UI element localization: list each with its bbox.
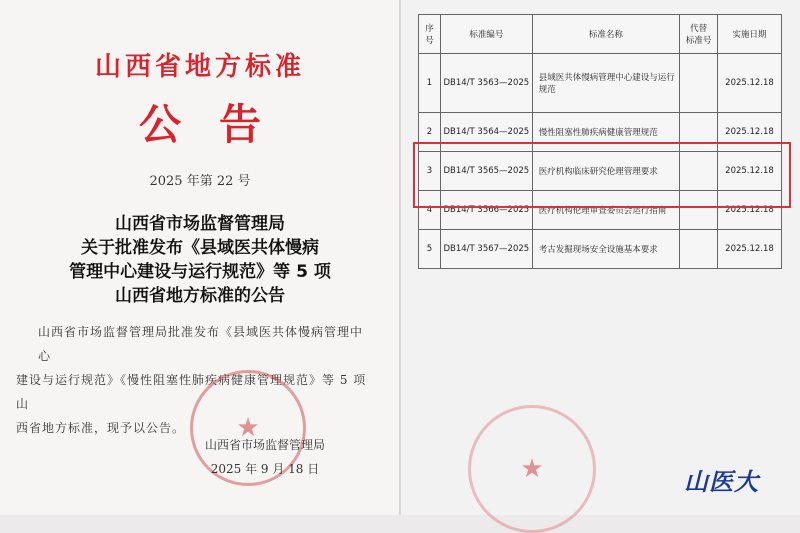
cell-date: 2025.12.18 xyxy=(718,152,782,191)
cell-name: 县域医共体慢病管理中心建设与运行规范 xyxy=(532,54,679,113)
title-line: 山西省市场监督管理局 xyxy=(115,214,285,234)
title-line: 关于批准发布《县域医共体慢病 xyxy=(81,238,319,258)
table-row xyxy=(419,54,782,113)
cell-code: DB14/T 3566—2025 xyxy=(440,191,532,230)
cell-name: 医疗机构临床研究伦理管理要求 xyxy=(532,152,679,191)
body-line: 西省地方标准，现予以公告。 xyxy=(16,421,186,435)
seal-star-icon: ★ xyxy=(520,454,544,484)
cell-date: 2025.12.18 xyxy=(718,230,782,269)
announcement-heading: 公告 xyxy=(138,100,299,149)
issuer-name: 山西省市场监督管理局 xyxy=(204,438,325,452)
cell-replaced xyxy=(680,230,718,269)
title-line: 山西省地方标准的公告 xyxy=(115,286,285,306)
issue-number: 2025 年第 22 号 xyxy=(149,174,251,189)
cell-name: 考古发掘现场安全设施基本要求 xyxy=(532,230,679,269)
table-row xyxy=(419,230,782,269)
cell-name: 医疗机构伦理审查委员会运行指南 xyxy=(532,191,679,230)
cell-seq: 5 xyxy=(419,230,441,269)
cell-seq: 1 xyxy=(419,54,441,113)
seal-star-icon: ★ xyxy=(236,413,260,443)
cell-seq: 3 xyxy=(419,152,441,191)
watermark-logo: 山医大 xyxy=(684,468,759,496)
highlight-box xyxy=(413,142,791,208)
table-header-row xyxy=(419,15,782,54)
header-date: 实施日期 xyxy=(718,15,782,54)
cell-seq: 2 xyxy=(419,113,441,152)
announcement-title xyxy=(0,212,400,308)
body-line: 建设与运行规范》《慢性阻塞性肺疾病健康管理规范》等 5 项山 xyxy=(16,373,367,411)
standard-header: 山西省地方标准 xyxy=(94,52,305,82)
cell-code: DB14/T 3567—2025 xyxy=(440,230,532,269)
header-replaced: 代替 标准号 xyxy=(680,15,718,54)
cell-date: 2025.12.18 xyxy=(718,113,782,152)
faded-seal xyxy=(468,405,596,533)
cell-replaced xyxy=(680,54,718,113)
cell-code: DB14/T 3563—2025 xyxy=(440,54,532,113)
issue-date: 2025 年 9 月 18 日 xyxy=(210,462,320,476)
cell-seq: 4 xyxy=(419,191,441,230)
body-line: 山西省市场监督管理局批准发布《县域医共体慢病管理中心 xyxy=(38,325,364,363)
cell-code: DB14/T 3565—2025 xyxy=(440,152,532,191)
header-seq: 序 号 xyxy=(419,15,441,54)
cell-date: 2025.12.18 xyxy=(718,191,782,230)
cell-name: 慢性阻塞性肺疾病健康管理规范 xyxy=(532,113,679,152)
cell-code: DB14/T 3564—2025 xyxy=(440,113,532,152)
header-code: 标准编号 xyxy=(440,15,532,54)
title-line: 管理中心建设与运行规范》等 5 项 xyxy=(69,262,331,282)
cell-date: 2025.12.18 xyxy=(718,54,782,113)
header-name: 标准名称 xyxy=(532,15,679,54)
